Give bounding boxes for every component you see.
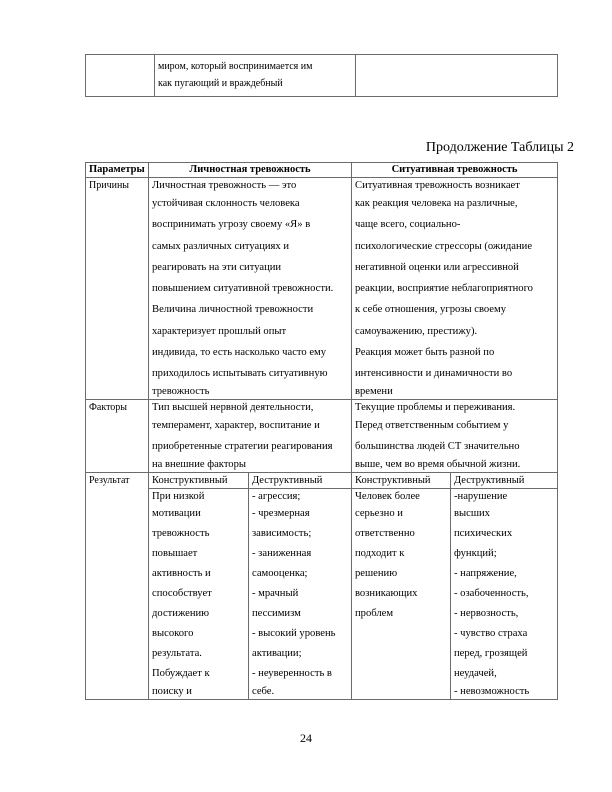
table-header-row	[86, 163, 558, 178]
cell-situational-destructive	[451, 489, 558, 700]
text-line: Человек более	[355, 491, 420, 503]
text-line: возникающих	[355, 588, 418, 600]
text-line: подходит к	[355, 548, 405, 560]
table-row-result	[86, 489, 558, 700]
text-line: себе.	[252, 686, 275, 698]
text-line: - озабоченность,	[454, 588, 529, 600]
text-line: мотивации	[152, 508, 201, 520]
text-line: пессимизм	[252, 608, 301, 620]
text-line: тревожность	[152, 528, 210, 540]
text-line: психических	[454, 528, 513, 540]
text-line: При низкой	[152, 491, 205, 503]
text-line: воспринимать угрозу своему «Я» в	[152, 219, 311, 231]
text-line: -нарушение	[454, 491, 508, 503]
text-line: к себе отношения, угрозы своему	[355, 304, 506, 316]
text-line: приходилось испытывать ситуативную	[152, 368, 328, 380]
text-line: устойчивая склонность человека	[152, 198, 300, 209]
text-line: неудачей,	[454, 668, 497, 680]
text-line: как реакция человека на различные,	[355, 198, 518, 209]
page-number: 24	[300, 731, 312, 745]
table-row-factors	[86, 399, 558, 473]
text-line: решению	[355, 568, 398, 580]
text-line: самооценка;	[252, 568, 308, 580]
text-line: перед, грозящей	[454, 648, 528, 660]
subheader-constructive: Конструктивный	[149, 473, 249, 489]
text-line: Реакция может быть разной по	[355, 347, 495, 359]
cell-personal	[149, 178, 352, 400]
text-line: времени	[355, 385, 393, 397]
cell-situational	[352, 399, 558, 473]
text-line: Ситуативная тревожность возникает	[355, 180, 520, 191]
text-line: - чрезмерная	[252, 508, 310, 520]
row-label: Причины	[86, 178, 149, 400]
text-line: самых различных ситуациях и	[152, 240, 290, 252]
text-line: проблем	[355, 608, 394, 620]
text-line: достижению	[152, 608, 210, 620]
header-situational-anxiety: Ситуативная тревожность	[352, 163, 558, 178]
text-line: темперамент, характер, воспитание и	[152, 419, 320, 431]
subheader-destructive: Деструктивный	[451, 473, 558, 489]
cell-personal	[149, 399, 352, 473]
text-line: Личностная тревожность — это	[152, 180, 297, 191]
text-line: повышением ситуативной тревожности.	[152, 283, 334, 295]
text-line: поиску и	[152, 686, 192, 698]
text-line: - чувство страха	[454, 628, 528, 640]
text-line: Величина личностной тревожности	[152, 304, 314, 316]
text-line: большинства людей СТ значительно	[355, 440, 520, 452]
text-line: приобретенные стратегии реагирования	[152, 440, 333, 452]
row-label: Результат	[86, 473, 149, 700]
table-cell-text	[155, 55, 356, 97]
text-line: миром, который воспринимается им	[158, 61, 313, 72]
text-line: характеризует прошлый опыт	[152, 325, 287, 337]
subheader-destructive: Деструктивный	[249, 473, 352, 489]
continuation-title: Продолжение Таблицы 2	[425, 140, 574, 155]
cell-personal-destructive	[249, 489, 352, 700]
text-line: активность и	[152, 568, 211, 580]
header-parameters: Параметры	[86, 163, 149, 178]
text-line: тревожность	[152, 385, 210, 397]
comparison-table	[85, 162, 558, 700]
text-line: - напряжение,	[454, 568, 517, 580]
previous-table-fragment	[85, 54, 558, 97]
text-line: повышает	[152, 548, 198, 560]
text-line: Текущие проблемы и переживания.	[355, 401, 516, 413]
text-line: реакции, восприятие неблагоприятного	[355, 283, 533, 295]
text-line: самоуважению, престижу).	[355, 325, 478, 337]
text-line: способствует	[152, 588, 212, 600]
table-row-causes	[86, 178, 558, 400]
text-line: Побуждает к	[152, 668, 210, 680]
text-line: психологические стрессоры (ожидание	[355, 240, 533, 252]
text-line: - неуверенность в	[252, 668, 332, 680]
text-line: активации;	[252, 648, 302, 660]
text-line: - агрессия;	[252, 491, 301, 503]
text-line: реагировать на эти ситуации	[152, 261, 282, 273]
cell-personal-constructive	[149, 489, 249, 700]
table-row-result-subheaders	[86, 473, 558, 489]
text-line: негативной оценки или агрессивной	[355, 261, 519, 273]
cell-situational-constructive	[352, 489, 451, 700]
text-line: Перед ответственным событием у	[355, 419, 509, 431]
text-line: интенсивности и динамичности во	[355, 368, 513, 380]
text-line: функций;	[454, 548, 497, 560]
subheader-constructive: Конструктивный	[352, 473, 451, 489]
text-line: серьезно и	[355, 508, 403, 520]
text-line: высших	[454, 508, 490, 520]
text-line: - нервозность,	[454, 608, 519, 620]
header-personal-anxiety: Личностная тревожность	[149, 163, 352, 178]
table-cell-empty	[356, 55, 558, 97]
text-line: на внешние факторы	[152, 459, 247, 471]
text-line: - невозможность	[454, 686, 530, 698]
text-line: ответственно	[355, 528, 415, 540]
table-cell-empty	[86, 55, 155, 97]
cell-situational	[352, 178, 558, 400]
text-line: результата.	[152, 648, 202, 660]
text-line: - мрачный	[252, 588, 299, 600]
text-line: индивида, то есть насколько часто ему	[152, 347, 327, 359]
text-line: - заниженная	[252, 548, 312, 560]
text-line: выше, чем во время обычной жизни.	[355, 459, 521, 471]
text-line: Тип высшей нервной деятельности,	[152, 401, 314, 413]
table-row	[86, 55, 558, 97]
row-label: Факторы	[86, 399, 149, 473]
text-line: чаще всего, социально-	[355, 219, 461, 231]
text-line: высокого	[152, 628, 194, 640]
text-line: - высокий уровень	[252, 628, 336, 640]
text-line: зависимость;	[252, 528, 312, 540]
text-line: как пугающий и враждебный	[158, 78, 283, 89]
